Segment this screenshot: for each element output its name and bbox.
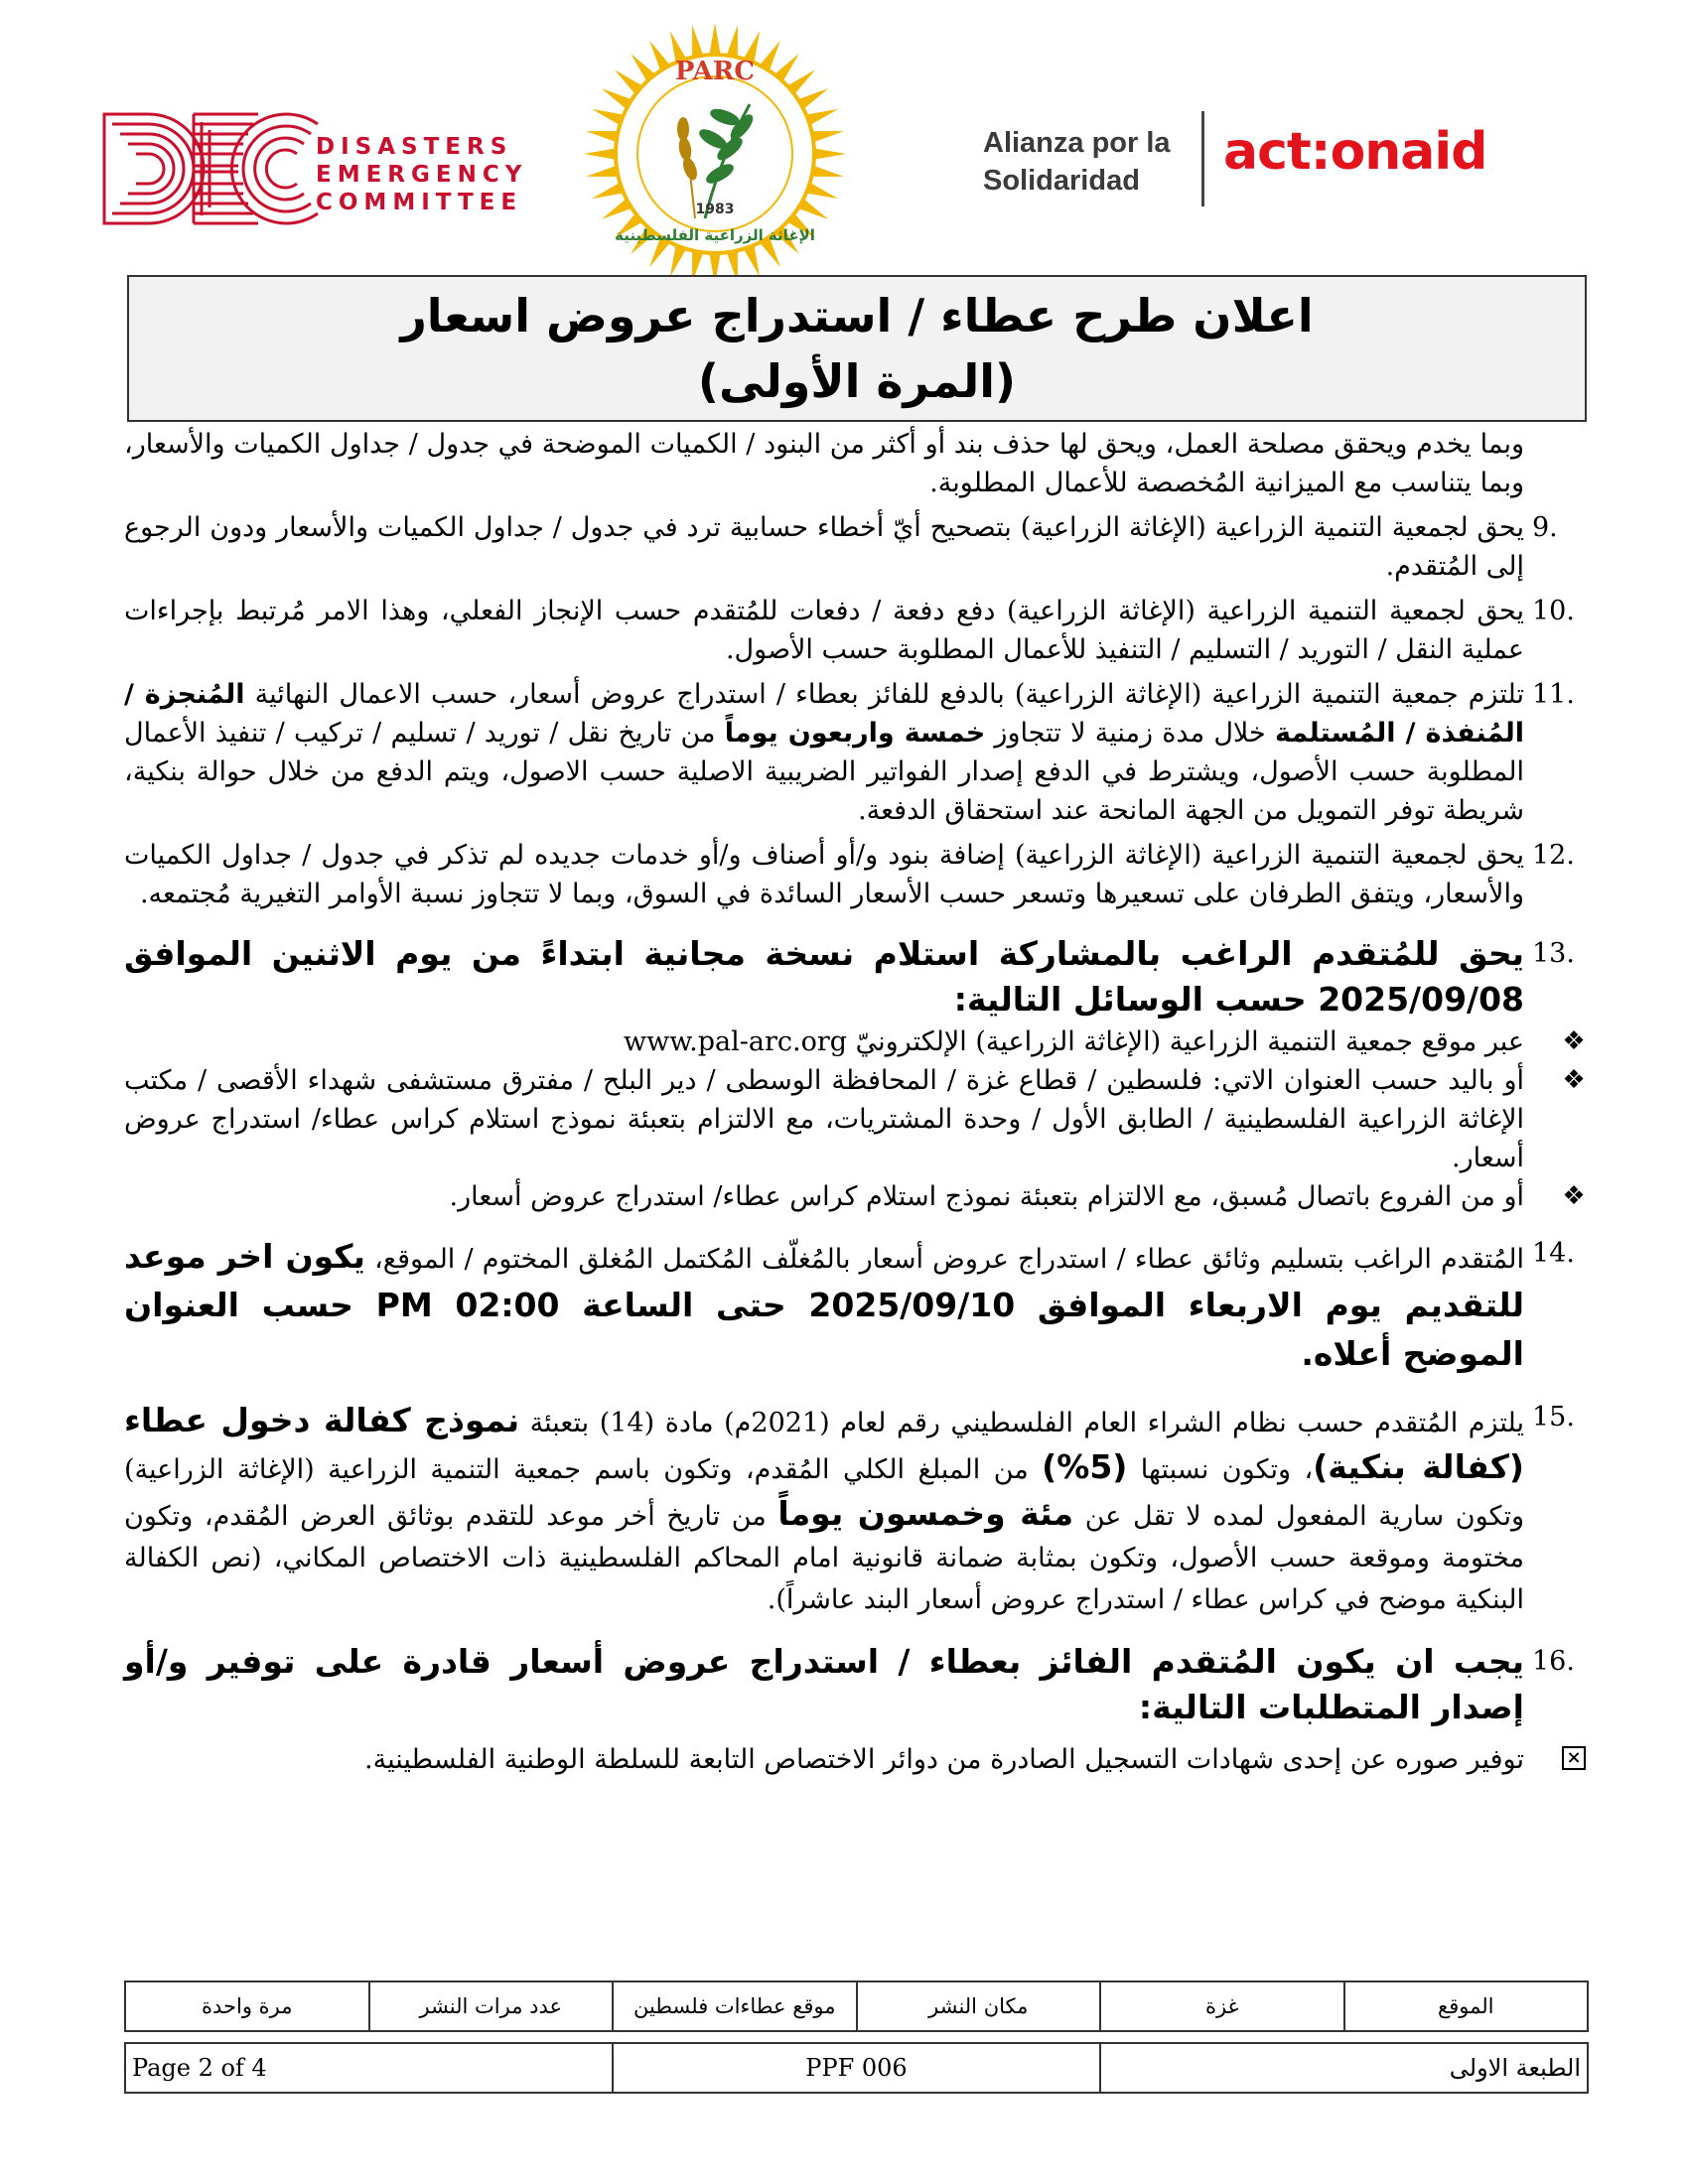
list-item [124,1740,1594,1779]
clause-text-part: يلتزم المُتقدم حسب نظام الشراء العام الفلسطيني رقم لعام (2021م) مادة (14) بتعبئة [519,1408,1524,1438]
alianza-logo [983,124,1171,200]
alianza-line-2: Solidaridad [983,165,1140,197]
clause-9 [124,508,1594,586]
list-item-text [124,1023,1524,1061]
clause-text-part: من المبلغ الكلي المُقدم، وتكون باسم جمعية التنمية الزراعية (الإغاثة الزراعية) وتكون سارية المفعول لمده لا تقل عن [124,1454,1524,1532]
dec-wordmark [316,133,527,216]
clause-emphasis: المُنجزة / المُنفذة / المُستلمة [124,679,1524,749]
publication-info-table [124,1980,1589,2032]
edition-label: الطبعة الاولى [1100,2043,1588,2093]
page-footer-table [124,2042,1589,2094]
website-link[interactable]: www.pal-arc.org [624,1026,848,1057]
list-item-text: أو من الفروع باتصال مُسبق، مع الالتزام بتعبئة نموذج استلام كراس عطاء/ استدراج عروض أسعار. [449,1181,1524,1212]
table-cell: مرة واحدة [125,1981,369,2031]
clause-text-part: من تاريخ نقل / توريد / تسليم / تركيب / تنفيذ الأعمال المطلوبة حسب الأصول، ويشترط في الدفع إصدار الفواتير الضريبية الاصلية حسب الاصول، ويتم الدفع من خلال حوالة بنكية، شريطة توفر التمويل من الجهة المانحة عند استحقاق الدفعة. [124,718,1524,826]
actionaid-logo: act:onaid [1223,122,1487,182]
dec-word-2: EMERGENCY [316,162,528,188]
clause-11 [124,675,1594,830]
clause-15 [124,1398,1594,1621]
checkbox-x-icon: × [1562,1746,1586,1770]
clause-text-part: تلتزم جمعية التنمية الزراعية (الإغاثة الزراعية) بالدفع للفائز بعطاء / استدراج عروض أسعار، حسب الاعمال النهائية [244,679,1524,710]
list-item-text: أو باليد حسب العنوان الاتي: فلسطين / قطاع غزة / المحافظة الوسطى / دير البلح / مفترق مستشفى شهداء الأقصى / مكتب الإغاثة الزراعية الفلسطينية / الطابق الأول / وحدة المشتريات، مع الالتزام بتعبئة نموذج استلام كراس عطاء/ استدراج عروض أسعار. [124,1065,1524,1173]
clause-13 [124,931,1594,1023]
clause-number: 11. [1532,679,1575,710]
clause-text-part: من تاريخ أخر موعد للتقدم بوثائق العرض المُقدم، وتكون مختومة وموقعة حسب الأصول، وتكون بمثابة ضمانة قانونية امام المحاكم الفلسطينية ذات الاختصاص المكاني، (نص الكفالة البنكية موضح في كراس عطاء / استدراج عروض أسعار البند عاشراً). [124,1501,1524,1615]
clause-text [124,675,1524,830]
list-item [124,1177,1594,1216]
clause-text [124,1398,1524,1621]
parc-year: 1983 [695,202,735,217]
clause-emphasis: (5%) [1042,1447,1128,1486]
list-item-label: عبر موقع جمعية التنمية الزراعية (الإغاثة الزراعية) الإلكترونيّ [855,1026,1524,1057]
page-title: اعلان طرح عطاء / استدراج عروض اسعار [400,289,1314,342]
clause-text-part: خلال مدة زمنية لا تتجاوز [985,718,1275,749]
form-code: PPF 006 [613,2043,1100,2093]
clause-emphasis: خمسة واربعون يوماً [724,718,986,749]
table-cell: مكان النشر [857,1981,1101,2031]
sun-ray [812,148,846,160]
clause-number: 15. [1532,1402,1575,1433]
document-body [124,425,1594,1779]
sun-ray [709,23,721,57]
clause-heading: يحق للمُتقدم الراغب بالمشاركة استلام نسخة مجانية ابتداءً من يوم الاثنين الموافق 2025/09/08 حسب الوسائل التالية: [124,934,1524,1019]
table-cell: الموقع [1344,1981,1589,2031]
clause-number: 14. [1532,1238,1575,1269]
table-cell: موقع عطاءات فلسطين [613,1981,857,2031]
diamond-bullet-icon: ❖ [1562,1181,1586,1211]
logo-divider [1201,111,1204,206]
clause-text: يحق لجمعية التنمية الزراعية (الإغاثة الزراعية) دفع دفعة / دفعات للمُتقدم حسب الإنجاز الفعلي، وهذا الامر مُرتبط بإجراءات عملية النقل / التوريد / التسليم / التنفيذ للأعمال المطلوبة حسب الأصول. [124,596,1524,665]
clause-emphasis: نموذج كفالة دخول عطاء (كفالة بنكية) [124,1401,1524,1486]
page-number: Page 2 of 4 [125,2043,613,2093]
list-item-text: توفير صوره عن إحدى شهادات التسجيل الصادرة من دوائر الاختصاص التابعة للسلطة الوطنية الفلسطينية. [364,1744,1524,1775]
clause-14 [124,1234,1594,1380]
clause-text [124,1234,1524,1380]
clause-number: 16. [1532,1646,1575,1677]
page-subtitle: (المرة الأولى) [697,354,1017,408]
clause-text-part: المُتقدم الراغب بتسليم وثائق عطاء / استدراج عروض أسعار بالمُغلّف المُكتمل المُغلق المختوم / الموقع، [364,1244,1524,1275]
clause-number: 13. [1532,938,1575,969]
clause-number: 9. [1532,512,1558,543]
clause-heading: يجب ان يكون المُتقدم الفائز بعطاء / استدراج عروض أسعار قادرة على توفير و/أو إصدار المتطلبات التالية: [124,1642,1524,1726]
parc-arabic-name: الإغاثة الزراعية الفلسطينية [615,226,815,244]
diamond-bullet-icon: ❖ [1562,1026,1586,1056]
clause-text: يحق لجمعية التنمية الزراعية (الإغاثة الزراعية) إضافة بنود و/أو أصناف و/أو خدمات جديده لم تذكر في جدول / جداول الكميات والأسعار، ويتفق الطرفان على تسعيرها وتسعر حسب الأسعار السائدة في السوق، وبما لا تتجاوز نسبة الأوامر التغيرية مُجتمعه. [124,840,1524,909]
clause-16 [124,1639,1594,1730]
clause-text-part: ، وتكون نسبتها [1127,1454,1314,1485]
list-item [124,1061,1594,1177]
diamond-bullet-icon: ❖ [1562,1065,1586,1095]
parc-name: PARC [674,57,756,86]
dec-word-1: DISASTERS [316,134,513,160]
table-cell: عدد مرات النشر [369,1981,614,2031]
clause-text: يحق لجمعية التنمية الزراعية (الإغاثة الزراعية) بتصحيح أيّ أخطاء حسابية ترد في جدول / جداول الكميات والأسعار ودون الرجوع إلى المُتقدم. [124,512,1524,582]
clause-10 [124,592,1594,669]
parc-logo [581,20,849,288]
clause-number: 10. [1532,596,1575,626]
clause-number: 12. [1532,840,1575,871]
continued-clause: وبما يخدم ويحقق مصلحة العمل، ويحق لها حذف بند أو أكثر من البنود / الكميات الموضحة في جدول / جداول الكميات والأسعار، وبما يتناسب مع الميزانية المُخصصة للأعمال المطلوبة. [124,429,1524,498]
alianza-line-1: Alianza por la [983,127,1171,159]
list-item [124,1023,1594,1061]
clause-emphasis: مئة وخمسون يوماً [777,1494,1074,1533]
title-box [127,275,1587,422]
sun-ray [584,148,618,160]
clause-emphasis: يكون اخر موعد للتقديم يوم الاربعاء الموافق 2025/09/10 حتى الساعة 02:00 PM حسب العنوان الموضح أعلاه. [124,1237,1524,1373]
table-cell: غزة [1100,1981,1344,2031]
dec-word-3: COMMITTEE [316,190,523,215]
clause-12 [124,836,1594,913]
